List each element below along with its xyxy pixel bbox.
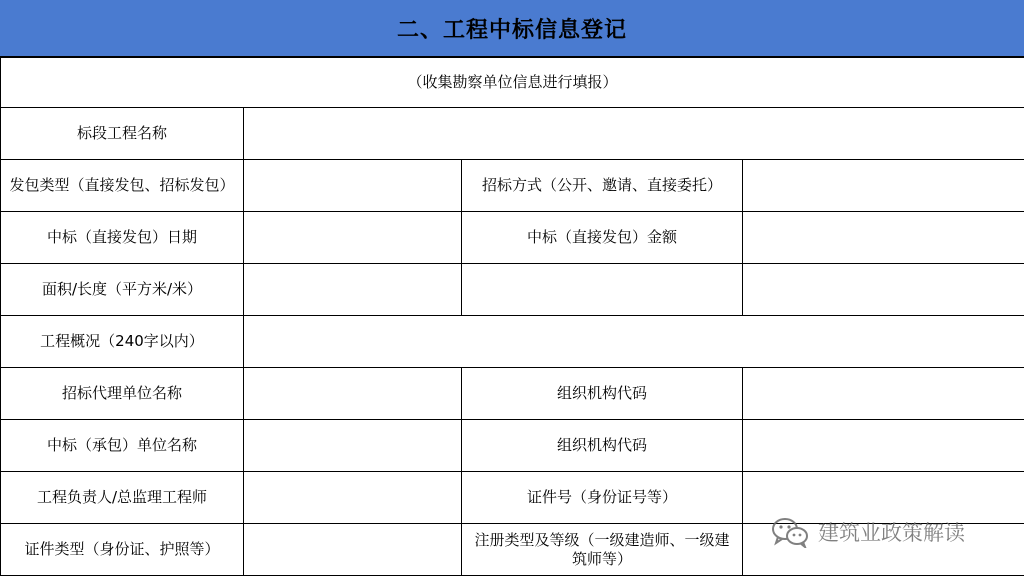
area-length-input-cell[interactable] — [244, 264, 462, 316]
field-label: 组织机构代码 — [462, 420, 743, 472]
table-row — [1, 264, 1024, 316]
table-row — [1, 368, 1024, 420]
registration-form-table — [0, 57, 1024, 576]
table-row — [1, 212, 1024, 264]
field-label: 中标（直接发包）金额 — [462, 212, 743, 264]
table-row — [1, 524, 1024, 576]
empty-label-cell — [462, 264, 743, 316]
field-label: 工程负责人/总监理工程师 — [1, 472, 244, 524]
field-label: 招标方式（公开、邀请、直接委托） — [462, 160, 743, 212]
field-label: 中标（直接发包）日期 — [1, 212, 244, 264]
form-title: 二、工程中标信息登记 — [0, 0, 1024, 57]
bidding-method-input-cell[interactable] — [743, 160, 1024, 212]
section-name-input-cell[interactable] — [244, 108, 1024, 160]
field-label: 中标（承包）单位名称 — [1, 420, 244, 472]
field-label: 证件类型（身份证、护照等） — [1, 524, 244, 576]
contractor-org-code-input-cell[interactable] — [743, 420, 1024, 472]
empty-input-cell[interactable] — [743, 264, 1024, 316]
id-number-input-cell[interactable] — [743, 472, 1024, 524]
manager-input-cell[interactable] — [244, 472, 462, 524]
agency-org-code-input-cell[interactable] — [743, 368, 1024, 420]
field-label: 招标代理单位名称 — [1, 368, 244, 420]
subtitle-row — [1, 58, 1024, 108]
registration-type-input-cell[interactable] — [743, 524, 1024, 576]
field-label: 工程概况（240字以内） — [1, 316, 244, 368]
field-label: 注册类型及等级（一级建造师、一级建筑师等） — [462, 524, 743, 576]
field-label: 组织机构代码 — [462, 368, 743, 420]
table-row — [1, 316, 1024, 368]
contractor-name-input-cell[interactable] — [244, 420, 462, 472]
table-row — [1, 420, 1024, 472]
table-row — [1, 108, 1024, 160]
form-subtitle: （收集勘察单位信息进行填报） — [1, 58, 1024, 108]
table-row — [1, 472, 1024, 524]
id-type-input-cell[interactable] — [244, 524, 462, 576]
field-label: 面积/长度（平方米/米） — [1, 264, 244, 316]
field-label: 发包类型（直接发包、招标发包） — [1, 160, 244, 212]
contract-type-input-cell[interactable] — [244, 160, 462, 212]
watermark-text: 建筑业政策解读 — [818, 521, 965, 545]
award-amount-input-cell[interactable] — [743, 212, 1024, 264]
field-label: 标段工程名称 — [1, 108, 244, 160]
field-label: 证件号（身份证号等） — [462, 472, 743, 524]
award-date-input-cell[interactable] — [244, 212, 462, 264]
table-row — [1, 160, 1024, 212]
project-overview-input-cell[interactable] — [244, 316, 1024, 368]
agency-name-input-cell[interactable] — [244, 368, 462, 420]
